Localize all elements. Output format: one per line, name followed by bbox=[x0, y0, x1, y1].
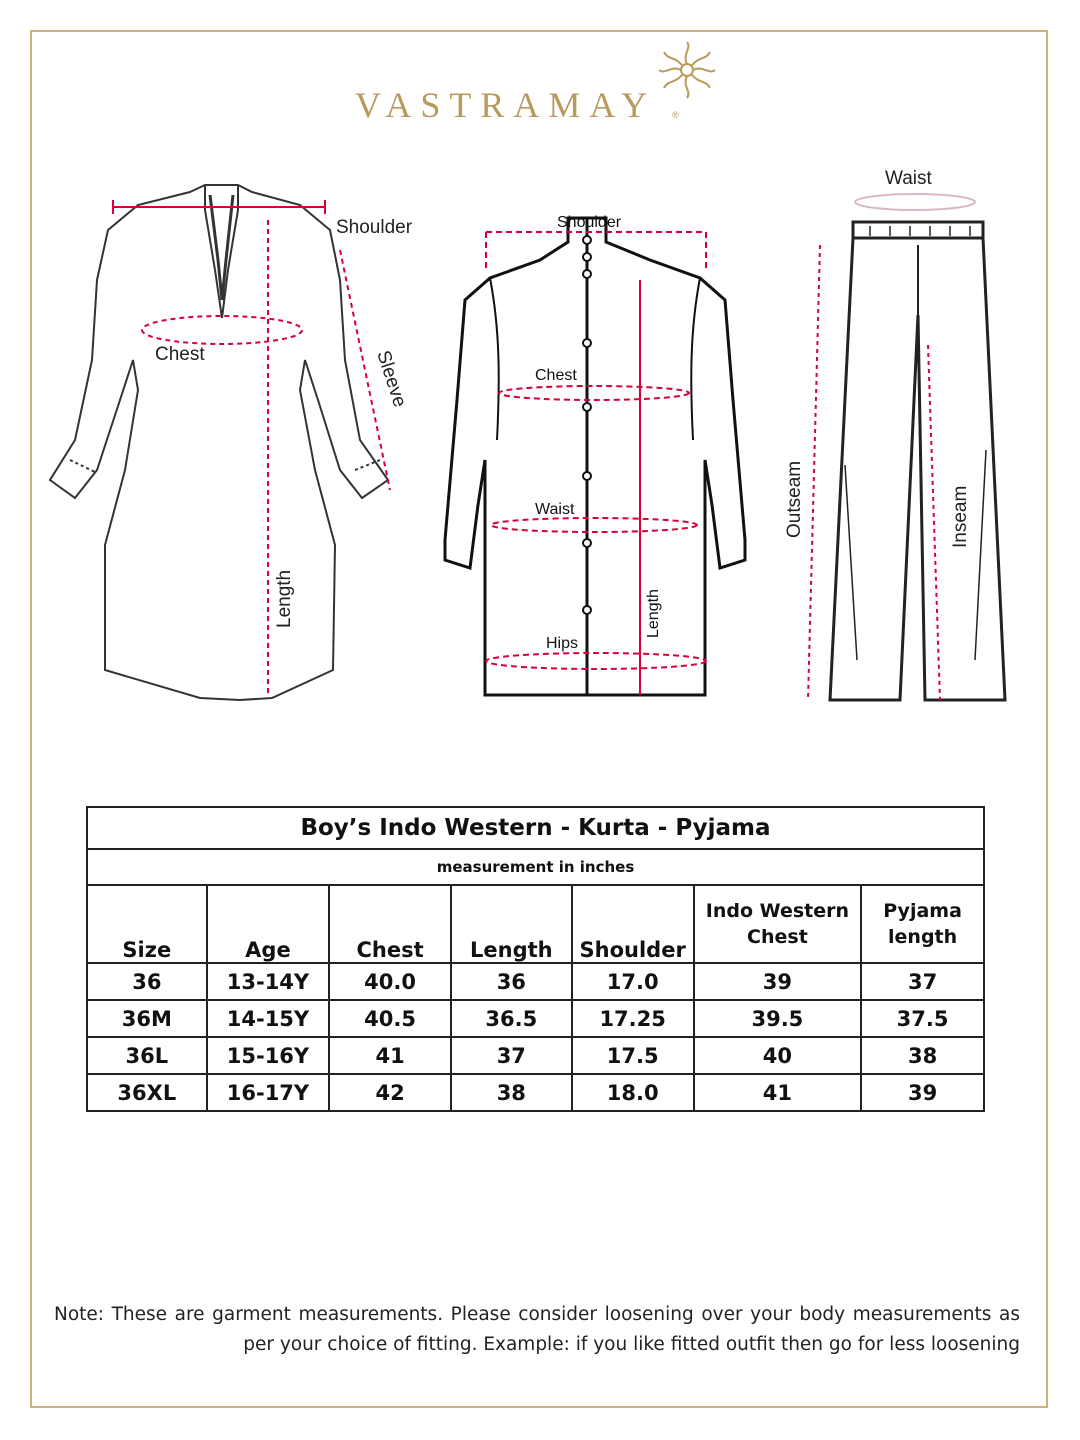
cell-pyjama-length: 37 bbox=[861, 963, 984, 1000]
cell-pyjama-length: 39 bbox=[861, 1074, 984, 1111]
cell-length: 36.5 bbox=[451, 1000, 572, 1037]
cell-indo-western-chest: 39 bbox=[694, 963, 862, 1000]
table-row bbox=[87, 963, 984, 1000]
cell-length: 37 bbox=[451, 1037, 572, 1074]
header-length: Length bbox=[451, 885, 572, 963]
jacket-waist-label: Waist bbox=[535, 501, 575, 518]
cell-chest: 42 bbox=[329, 1074, 451, 1111]
cell-shoulder: 17.5 bbox=[572, 1037, 694, 1074]
header-pyjama-length: Pyjama length bbox=[861, 885, 984, 963]
cell-shoulder: 17.0 bbox=[572, 963, 694, 1000]
jacket-hips-label: Hips bbox=[546, 635, 579, 652]
cell-indo-western-chest: 39.5 bbox=[694, 1000, 862, 1037]
cell-indo-western-chest: 41 bbox=[694, 1074, 862, 1111]
garment-diagrams bbox=[0, 150, 1080, 720]
cell-size: 36XL bbox=[87, 1074, 207, 1111]
jacket-markers bbox=[486, 232, 706, 695]
header-size: Size bbox=[87, 885, 207, 963]
kurta-diagram bbox=[50, 185, 388, 700]
cell-age: 13-14Y bbox=[207, 963, 330, 1000]
table-row bbox=[87, 1074, 984, 1111]
table-header-row bbox=[87, 885, 984, 963]
cell-chest: 41 bbox=[329, 1037, 451, 1074]
header-age: Age bbox=[207, 885, 330, 963]
brand-name: VASTRAMAY bbox=[355, 85, 657, 125]
cell-shoulder: 17.25 bbox=[572, 1000, 694, 1037]
cell-chest: 40.0 bbox=[329, 963, 451, 1000]
jacket-shoulder-label: Shoulder bbox=[557, 214, 622, 231]
table-row bbox=[87, 1037, 984, 1074]
cell-size: 36 bbox=[87, 963, 207, 1000]
cell-size: 36L bbox=[87, 1037, 207, 1074]
pyjama-waist-label: Waist bbox=[885, 168, 932, 189]
kurta-markers bbox=[113, 200, 390, 695]
jacket-diagram bbox=[445, 218, 745, 695]
cell-length: 36 bbox=[451, 963, 572, 1000]
table-title: Boy’s Indo Western - Kurta - Pyjama bbox=[87, 807, 984, 849]
header-chest: Chest bbox=[329, 885, 451, 963]
header-shoulder: Shoulder bbox=[572, 885, 694, 963]
jacket-chest-label: Chest bbox=[535, 367, 577, 384]
cell-indo-western-chest: 40 bbox=[694, 1037, 862, 1074]
cell-size: 36M bbox=[87, 1000, 207, 1037]
cell-age: 16-17Y bbox=[207, 1074, 330, 1111]
table-subtitle: measurement in inches bbox=[87, 849, 984, 885]
kurta-chest-label: Chest bbox=[155, 344, 205, 365]
kurta-shoulder-label: Shoulder bbox=[336, 217, 413, 238]
size-chart-table bbox=[86, 806, 985, 1112]
header-indo-western-chest: Indo Western Chest bbox=[694, 885, 862, 963]
pyjama-outseam-label: Outseam bbox=[784, 460, 805, 538]
cell-age: 15-16Y bbox=[207, 1037, 330, 1074]
cell-pyjama-length: 38 bbox=[861, 1037, 984, 1074]
jacket-length-label: Length bbox=[645, 589, 662, 638]
cell-chest: 40.5 bbox=[329, 1000, 451, 1037]
kurta-sleeve-label: Sleeve bbox=[372, 348, 411, 410]
table-subtitle-row bbox=[87, 849, 984, 885]
pyjama-diagram bbox=[830, 222, 1005, 700]
cell-shoulder: 18.0 bbox=[572, 1074, 694, 1111]
table-row bbox=[87, 1000, 984, 1037]
brand-motif-icon bbox=[652, 40, 722, 100]
cell-age: 14-15Y bbox=[207, 1000, 330, 1037]
brand-logo bbox=[355, 80, 656, 130]
cell-pyjama-length: 37.5 bbox=[861, 1000, 984, 1037]
table-title-row bbox=[87, 807, 984, 849]
pyjama-inseam-label: Inseam bbox=[950, 485, 971, 548]
registered-mark: ® bbox=[672, 110, 679, 120]
kurta-length-label: Length bbox=[274, 569, 295, 628]
fit-note: Note: These are garment measurements. Please consider loosening over your body measurements as per your choice of fitting. Example: if you like fitted outfit then go for less loosening bbox=[54, 1304, 1020, 1355]
cell-length: 38 bbox=[451, 1074, 572, 1111]
